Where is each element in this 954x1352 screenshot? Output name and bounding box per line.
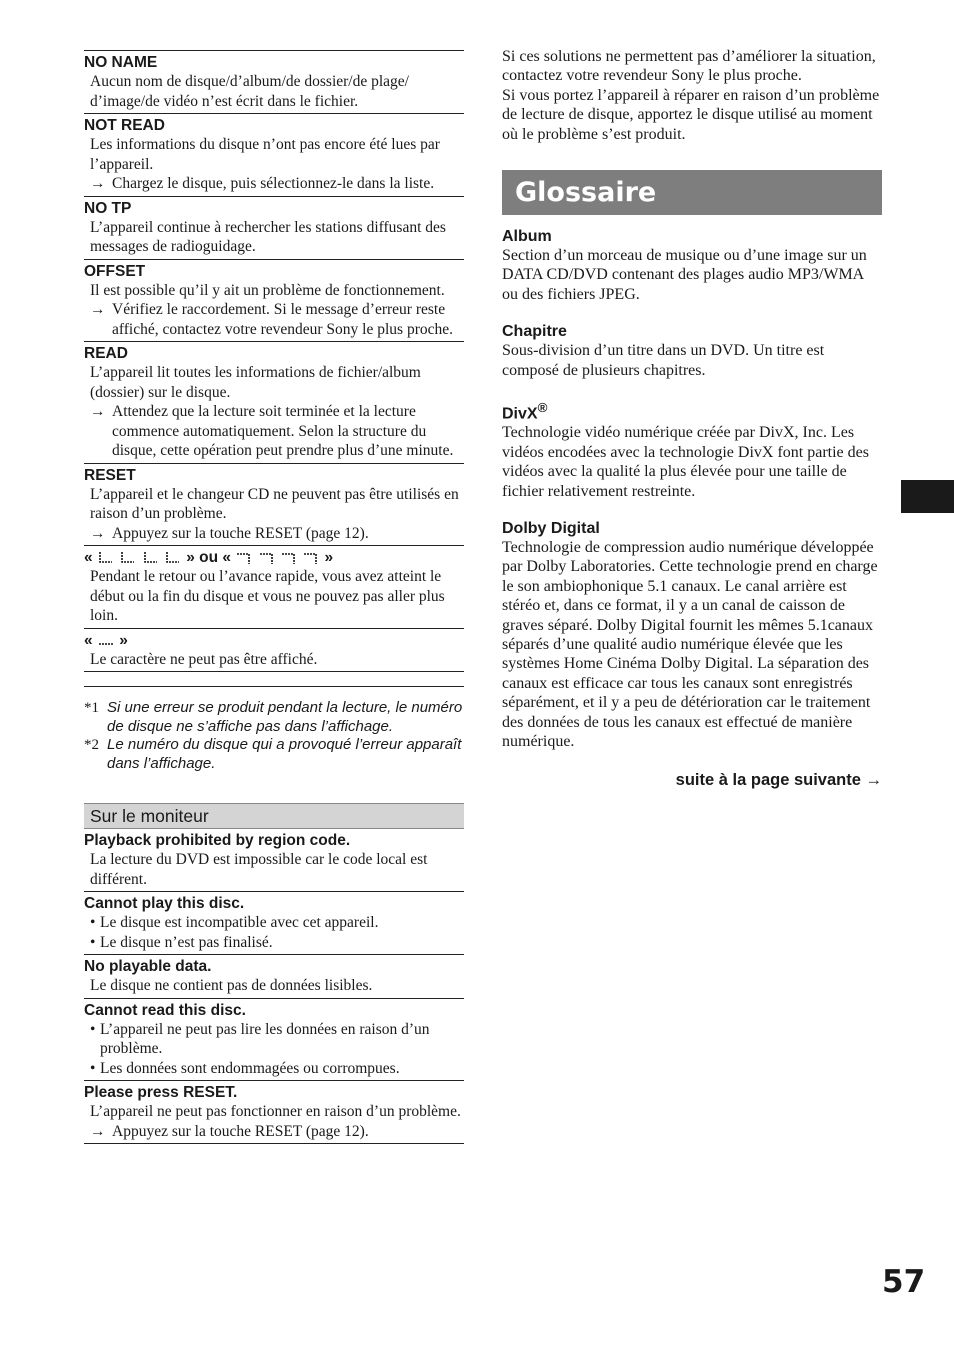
- footnote-marker: *1: [84, 700, 99, 716]
- glossary-desc: Technologie vidéo numérique créée par DivX, Inc. Les vidéos encodées avec la technologie DivX font partie des vidéos avec la qualité la plus élevée pour une taille de fichier relativement restreinte.: [502, 424, 869, 500]
- monitor-entry: [84, 891, 464, 954]
- error-desc: Le caractère ne peut pas être affiché.: [90, 650, 318, 668]
- glossary-term: Album: [502, 228, 552, 246]
- footnote-text: Le numéro du disque qui a provoqué l’erreur apparaît dans l’affichage.: [107, 736, 462, 772]
- error-entry-no-name: [84, 50, 464, 113]
- segment-start-icon: [119, 552, 137, 564]
- bullet-text: L’appareil ne peut pas lire les données en raison d’un problème.: [100, 1020, 430, 1057]
- monitor-desc: La lecture du DVD est impossible car le code local est différent.: [90, 851, 428, 888]
- monitor-term: Cannot read this disc.: [84, 1001, 246, 1019]
- error-desc: Aucun nom de disque/d’album/de dossier/de plage/ d’image/de vidéo n’est écrit dans le fichier.: [90, 73, 409, 110]
- arrow-icon: →: [90, 301, 106, 318]
- right-column: [502, 47, 882, 790]
- page-number: 57: [882, 1264, 926, 1300]
- continued-label: suite à la page suivante →: [675, 771, 882, 790]
- quote-close: »: [119, 631, 128, 649]
- glossary-desc: Technologie de compression audio numérique développée par Dolby Laboratories. Cette technologie prend en charge le son ambiophonique 5.1 canaux. Le canal arrière est stéréo et, dans ce format, il y a un canal de caisson de graves séparé. Dolby Digital fournit les mêmes 5.1canaux séparés d’une qualité audio numérique élevée que les systèmes Home Cinéma Dolby Digital. La séparation des canaux est efficace car tous les canaux sont enregistrés séparément, et il y a peu de détérioration car le traitement des données de tous les canaux est effectué de manière numérique.: [502, 539, 878, 751]
- glossary-desc: Section d’un morceau de musique ou d’une image sur un DATA CD/DVD contenant des plages audio MP3/WMA ou des fichiers JPEG.: [502, 247, 867, 303]
- monitor-desc: Le disque ne contient pas de données lisibles.: [90, 977, 373, 994]
- monitor-term: Please press RESET.: [84, 1084, 238, 1101]
- bullet-item: [84, 913, 464, 933]
- glossary-entry: [502, 227, 882, 304]
- segment-start-icon: [142, 552, 160, 564]
- glossary-term: Dolby Digital: [502, 520, 600, 538]
- arrow-icon: →: [90, 175, 106, 192]
- monitor-entry: [84, 954, 464, 998]
- bullet-icon: •: [90, 914, 96, 931]
- glossary-entry: [502, 398, 882, 501]
- error-entry-not-read: [84, 113, 464, 196]
- glossary-term-text: DivX: [502, 405, 538, 423]
- glossary-entry: [502, 322, 882, 380]
- quote-close: »: [324, 549, 334, 566]
- bullet-icon: •: [90, 933, 96, 951]
- bullet-item: [84, 1059, 464, 1079]
- error-desc: L’appareil et le changeur CD ne peuvent pas être utilisés en raison d’un problème.: [90, 485, 459, 522]
- error-entry-no-tp: [84, 196, 464, 259]
- error-desc: Les informations du disque n’ont pas encore été lues par l’appareil.: [90, 136, 440, 173]
- error-entry-unsupported-char: [84, 628, 464, 673]
- footnote-text: Si une erreur se produit pendant la lecture, le numéro de disque ne s’affiche pas dans l’affichage.: [107, 699, 463, 735]
- quote-open: «: [84, 631, 93, 649]
- section-tab-marker: [901, 480, 954, 513]
- error-action: [84, 524, 464, 544]
- error-action-text: Appuyez sur la touche RESET (page 12).: [112, 524, 369, 542]
- error-action-text: Chargez le disque, puis sélectionnez-le dans la liste.: [112, 175, 435, 192]
- bullet-text: Le disque n’est pas finalisé.: [100, 933, 273, 951]
- error-term: RESET: [84, 466, 136, 484]
- bullet-item: [84, 1020, 464, 1059]
- error-action-text: Attendez que la lecture soit terminée et la lecture commence automatiquement. Selon la structure du disque, cette opération peut prendre plus d’une minute.: [112, 403, 454, 459]
- monitor-term: No playable data.: [84, 958, 212, 975]
- bullet-text: Les données sont endommagées ou corrompues.: [100, 1059, 400, 1077]
- intro-paragraph: Si ces solutions ne permettent pas d’améliorer la situation, contactez votre revendeur Sony le plus proche.: [502, 48, 876, 85]
- footnotes: [84, 686, 464, 773]
- section-heading-monitor: Sur le moniteur: [84, 803, 464, 829]
- error-entry-read: [84, 341, 464, 463]
- dotted-segment-icon: [97, 634, 115, 646]
- quote-mid: » ou «: [186, 549, 231, 566]
- segment-end-icon: [302, 552, 320, 564]
- error-desc: L’appareil lit toutes les informations de fichier/album (dossier) sur le disque.: [90, 364, 421, 401]
- error-term: NO NAME: [84, 54, 158, 71]
- monitor-term: Cannot play this disc.: [84, 895, 245, 912]
- arrow-icon: →: [90, 403, 106, 420]
- arrow-icon: →: [90, 1122, 106, 1140]
- monitor-action-text: Appuyez sur la touche RESET (page 12).: [112, 1122, 369, 1140]
- error-action: [84, 300, 464, 339]
- error-action: [84, 174, 464, 194]
- error-desc: Il est possible qu’il y ait un problème de fonctionnement.: [90, 281, 445, 299]
- bullet-item: [84, 933, 464, 953]
- arrow-icon: →: [90, 524, 106, 542]
- error-term: [84, 548, 464, 567]
- error-entry-reset: [84, 463, 464, 546]
- segment-end-icon: [280, 552, 298, 564]
- segment-start-icon: [164, 552, 182, 564]
- monitor-entry: [84, 1080, 464, 1144]
- footnote-marker: *2: [84, 737, 99, 753]
- bullet-text: Le disque est incompatible avec cet appareil.: [100, 914, 379, 931]
- bullet-icon: •: [90, 1059, 96, 1077]
- monitor-entry: [84, 829, 464, 891]
- error-entry-seek-limit: [84, 545, 464, 628]
- error-term: [84, 631, 464, 650]
- error-term: READ: [84, 345, 128, 362]
- left-column: [84, 50, 464, 1144]
- glossary-term: [502, 398, 882, 423]
- error-action: [84, 402, 464, 461]
- intro-paragraph: Si vous portez l’appareil à réparer en raison d’un problème de lecture de disque, apportez le disque utilisé au moment où le problème s’est produit.: [502, 86, 880, 143]
- monitor-entry: [84, 998, 464, 1081]
- error-term: OFFSET: [84, 262, 146, 280]
- error-action-text: Vérifiez le raccordement. Si le message d’erreur reste affiché, contactez votre revendeur Sony le plus proche.: [112, 301, 453, 338]
- monitor-term: Playback prohibited by region code.: [84, 832, 351, 849]
- error-entry-offset: [84, 259, 464, 342]
- segment-end-icon: [235, 552, 253, 564]
- glossary-entry: [502, 519, 882, 751]
- footnote: [84, 699, 464, 736]
- monitor-action: [84, 1122, 464, 1142]
- bullet-icon: •: [90, 1020, 96, 1038]
- error-term: NOT READ: [84, 117, 165, 134]
- monitor-desc: L’appareil ne peut pas fonctionner en raison d’un problème.: [90, 1103, 461, 1120]
- error-desc: L’appareil continue à rechercher les stations diffusant des messages de radioguidage.: [90, 218, 446, 255]
- glossary-title: Glossaire: [502, 170, 882, 215]
- error-desc: Pendant le retour ou l’avance rapide, vous avez atteint le début ou la fin du disque et vous ne pouvez pas aller plus loin.: [90, 568, 445, 624]
- segment-end-icon: [258, 552, 276, 564]
- error-term: NO TP: [84, 199, 132, 217]
- segment-start-icon: [97, 552, 115, 564]
- footnote: [84, 736, 464, 773]
- registered-mark: ®: [537, 400, 548, 416]
- quote-open: «: [84, 549, 93, 566]
- glossary-term: Chapitre: [502, 323, 567, 341]
- glossary-desc: Sous-division d’un titre dans un DVD. Un titre est composé de plusieurs chapitres.: [502, 342, 825, 379]
